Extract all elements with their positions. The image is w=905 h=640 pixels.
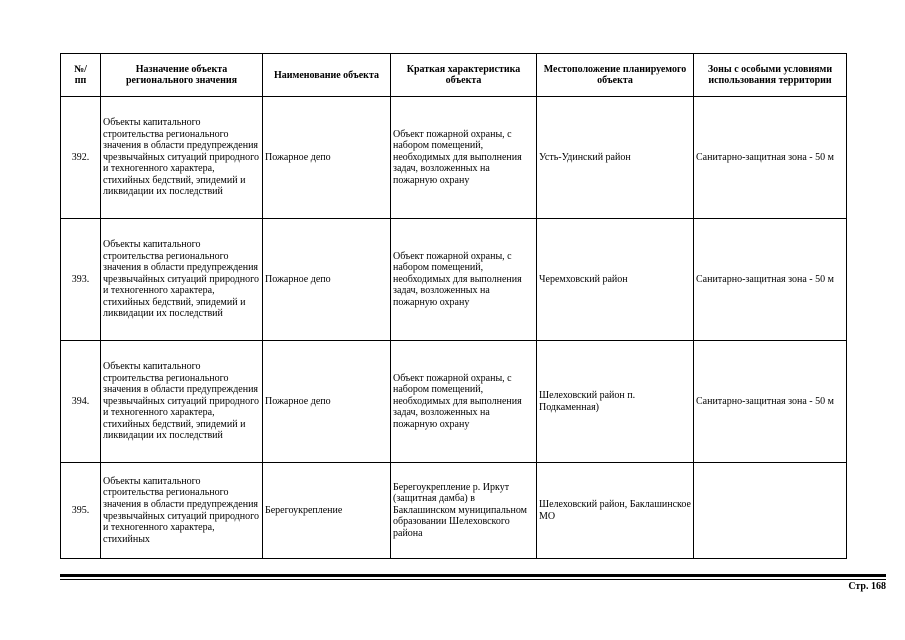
row-number: 393. [61, 219, 101, 341]
table-row [61, 463, 847, 559]
row-object-name: Пожарное депо [263, 341, 391, 463]
row-number: 394. [61, 341, 101, 463]
page-number: Стр. 168 [848, 581, 886, 592]
row-characteristic: Объект пожарной охраны, с набором помещений, необходимых для выполнения задач, возложенных на пожарную охрану [391, 219, 537, 341]
table-row [61, 97, 847, 219]
row-zones: Санитарно-защитная зона - 50 м [694, 341, 847, 463]
header-character: Краткая характеристика объекта [391, 54, 537, 97]
header-zones: Зоны с особыми условиями использования территории [694, 54, 847, 97]
row-zones: Санитарно-защитная зона - 50 м [694, 219, 847, 341]
row-characteristic: Объект пожарной охраны, с набором помещений, необходимых для выполнения задач, возложенных на пожарную охрану [391, 97, 537, 219]
row-object-name: Пожарное депо [263, 219, 391, 341]
row-purpose: Объекты капитального строительства регионального значения в области предупреждения чрезвычайных ситуаций природного и техногенного характера, стихийных бедствий, эпидемий и ликвидации их последствий [101, 219, 263, 341]
table-row [61, 341, 847, 463]
row-zones [694, 463, 847, 559]
header-num: №/ пп [61, 54, 101, 97]
row-number: 392. [61, 97, 101, 219]
row-location: Шелеховский район п. Подкаменная) [537, 341, 694, 463]
row-object-name: Берегоукрепление [263, 463, 391, 559]
row-zones: Санитарно-защитная зона - 50 м [694, 97, 847, 219]
header-location: Местоположение планируемого объекта [537, 54, 694, 97]
row-location: Черемховский район [537, 219, 694, 341]
header-purpose: Назначение объекта регионального значения [101, 54, 263, 97]
row-location: Шелеховский район, Баклашинское МО [537, 463, 694, 559]
regional-objects-table [60, 53, 847, 559]
row-purpose: Объекты капитального строительства регионального значения в области предупреждения чрезвычайных ситуаций природного и техногенного характера, стихийных [101, 463, 263, 559]
row-object-name: Пожарное депо [263, 97, 391, 219]
row-characteristic: Берегоукрепление р. Иркут (защитная дамба) в Баклашинском муниципальном образовании Шелеховского района [391, 463, 537, 559]
row-purpose: Объекты капитального строительства регионального значения в области предупреждения чрезвычайных ситуаций природного и техногенного характера, стихийных бедствий, эпидемий и ликвидации их последствий [101, 341, 263, 463]
row-characteristic: Объект пожарной охраны, с набором помещений, необходимых для выполнения задач, возложенных на пожарную охрану [391, 341, 537, 463]
header-name: Наименование объекта [263, 54, 391, 97]
row-purpose: Объекты капитального строительства регионального значения в области предупреждения чрезвычайных ситуаций природного и техногенного характера, стихийных бедствий, эпидемий и ликвидации их последствий [101, 97, 263, 219]
table-row [61, 219, 847, 341]
footer-thick-rule [60, 574, 886, 577]
row-number: 395. [61, 463, 101, 559]
footer-thin-rule [60, 579, 886, 580]
row-location: Усть-Удинский район [537, 97, 694, 219]
table-header-row [61, 54, 847, 97]
